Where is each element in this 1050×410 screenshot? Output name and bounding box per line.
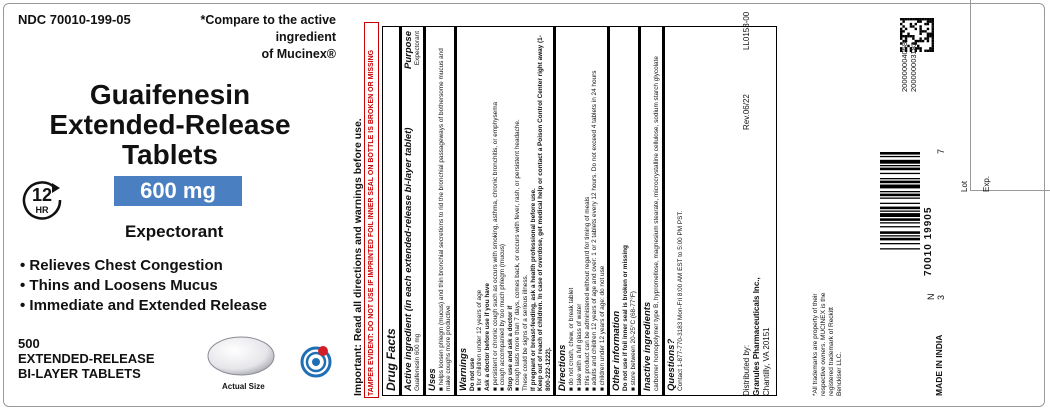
- lot-label: Lot: [960, 180, 969, 192]
- datamatrix-cell: [917, 20, 919, 22]
- datamatrix-cell: [912, 18, 914, 20]
- trademark-line: respective owners. MUCINEX is the: [820, 292, 827, 396]
- ask-doctor-heading: Ask a doctor before use if you have: [483, 283, 491, 391]
- barcode-bar: [880, 178, 920, 179]
- datamatrix-cell: [922, 18, 924, 20]
- barcode-bar: [880, 168, 920, 171]
- datamatrix-cell: [919, 50, 921, 52]
- keep-out-warning: Keep out of reach of children. In case of overdose, get medical help or contact a Poison Control Center right away (1-800-222-1222).: [537, 35, 552, 391]
- do-not-use-heading: Do not use: [468, 357, 476, 391]
- other-info-item: ■ store between 20-25°C (68-77°F): [629, 291, 637, 391]
- datamatrix-cell: [929, 50, 931, 52]
- drug-facts-header: [383, 27, 399, 395]
- datamatrix-cell: [910, 35, 912, 37]
- datamatrix-cell: [927, 37, 929, 39]
- datamatrix-cell: [932, 50, 934, 52]
- datamatrix-cell: [902, 25, 904, 27]
- stop-use-item: These could be signs of a serious illness.: [521, 274, 529, 391]
- datamatrix-cell: [932, 30, 934, 32]
- barcode-bar: [880, 235, 920, 236]
- datamatrix-cell: [919, 40, 921, 42]
- barcode-prefix: N: [926, 293, 936, 300]
- barcode-bar: [880, 231, 920, 234]
- datamatrix-cell: [912, 37, 914, 39]
- stop-use-item: ■ cough lasts more than 7 days, comes back, or occurs with fever, rash, or persistent headache.: [514, 119, 522, 391]
- datamatrix-cell: [927, 20, 929, 22]
- count-line: EXTENDED-RELEASE: [18, 351, 155, 366]
- barcode-bar: [880, 156, 920, 157]
- inactive-text: carbomer homopolymer type B, hypromellose, magnesium stearate, microcrystalline cellulose, sodium starch glycolate: [653, 56, 661, 391]
- made-in-india: MADE IN INDIA: [934, 334, 944, 396]
- datamatrix-cell: [912, 25, 914, 27]
- distributor-block: [742, 277, 772, 396]
- tablet-image: [206, 334, 276, 378]
- do-not-use-item: ■ for children under 12 years of age: [476, 289, 484, 391]
- datamatrix-cell: [932, 23, 934, 25]
- purpose-heading: Purpose: [403, 31, 414, 70]
- benefit-item: • Immediate and Extended Release: [20, 297, 268, 314]
- directions-heading: Directions: [557, 344, 569, 391]
- barcode-bar: [880, 243, 920, 244]
- datamatrix-cell: [919, 25, 921, 27]
- barcode-check-digit: 7: [936, 148, 946, 154]
- active-heading: Active ingredient (in each extended-release bi-layer tablet): [403, 127, 414, 391]
- datamatrix-cell: [932, 28, 934, 30]
- datamatrix-cell: [905, 35, 907, 37]
- datamatrix-cell: [919, 37, 921, 39]
- tamper-warning: TAMPER EVIDENT: DO NOT USE IF IMPRINTED FOIL INNER SEAL ON BOTTLE IS BROKEN OR MISSING: [368, 49, 375, 396]
- datamatrix-cell: [902, 20, 904, 22]
- warnings-heading: Warnings: [457, 347, 469, 391]
- datamatrix-cell: [919, 33, 921, 35]
- barcode-bar: [880, 173, 920, 174]
- barcode-bar: [880, 207, 920, 210]
- datamatrix-cell: [900, 33, 902, 35]
- other-info-item: Do not use if foil inner seal is broken or missing: [622, 245, 630, 391]
- ask-doctor-item: ■ cough accompanied by too much phlegm (mucus): [499, 243, 507, 391]
- datamatrix-cell: [905, 28, 907, 30]
- other-info-heading: Other information: [611, 310, 623, 391]
- questions-section: [662, 27, 686, 395]
- exp-label: Exp.: [982, 175, 991, 192]
- datamatrix-cell: [929, 47, 931, 49]
- barcode-bar: [880, 198, 920, 199]
- direction-item: ■ children under 12 years of age: do not use: [598, 265, 606, 391]
- barcode-digits: 70010 19905: [923, 206, 934, 276]
- datamatrix-cell: [927, 50, 929, 52]
- datamatrix-cell: [910, 25, 912, 27]
- revision-date: Rev.06/22: [742, 94, 751, 130]
- direction-item: ■ this product can be administered without regard for timing of meals: [583, 196, 591, 391]
- stop-use-heading: Stop use and ask a doctor if: [506, 305, 514, 391]
- actual-size-caption: Actual Size: [222, 382, 265, 391]
- datamatrix-cell: [900, 30, 902, 32]
- datamatrix-cell: [927, 35, 929, 37]
- compare-line: of Mucinex®: [261, 47, 336, 61]
- datamatrix-cell: [932, 33, 934, 35]
- datamatrix-cell: [910, 18, 912, 20]
- datamatrix-cell: [929, 20, 931, 22]
- uses-heading: Uses: [426, 368, 438, 391]
- datamatrix-cell: [932, 25, 934, 27]
- datamatrix-cell: [927, 23, 929, 25]
- upc-barcode: [880, 150, 920, 286]
- hours-unit: HR: [35, 205, 49, 215]
- barcode-bar: [880, 222, 920, 223]
- distributor-line: Distributed by:: [742, 344, 751, 396]
- compare-line: *Compare to the active ingredient: [200, 13, 336, 44]
- datamatrix-cell: [932, 35, 934, 37]
- direction-item: ■ adults and children 12 years of age and over: 1 or 2 tablets every 12 hours. Do not exceed 4 tablets in 24 hours: [591, 70, 599, 391]
- datamatrix-cell: [910, 23, 912, 25]
- barcode-bar: [880, 185, 920, 189]
- datamatrix-cell: [907, 18, 909, 20]
- datamatrix-cell: [924, 23, 926, 25]
- datamatrix-cell: [932, 37, 934, 39]
- active-heading-row: [403, 31, 414, 391]
- barcode-bar: [880, 181, 920, 184]
- datamatrix-numbers: [900, 42, 918, 92]
- datamatrix-cell: [902, 35, 904, 37]
- datamatrix-cell: [919, 20, 921, 22]
- datamatrix-cell: [924, 18, 926, 20]
- datamatrix-cell: [900, 23, 902, 25]
- datamatrix-cell: [905, 18, 907, 20]
- datamatrix-cell: [919, 47, 921, 49]
- datamatrix-cell: [932, 20, 934, 22]
- datamatrix-cell: [929, 35, 931, 37]
- datamatrix-cell: [907, 33, 909, 35]
- datamatrix-cell: [932, 18, 934, 20]
- trademark-notice: [812, 293, 844, 396]
- datamatrix-cell: [900, 35, 902, 37]
- datamatrix-cell: [902, 18, 904, 20]
- strength-badge: 600 mg: [114, 176, 242, 206]
- category-label: Expectorant: [125, 222, 224, 241]
- uses-section: [423, 27, 454, 395]
- barcode-lead-digit: 3: [936, 294, 946, 300]
- front-panel: [0, 0, 340, 410]
- drug-facts-box: [382, 26, 777, 396]
- questions-text: Contact 1-877-770-3183 Mon-Fri 8:00 AM EST to 5:00 PM PST.: [677, 210, 685, 391]
- active-item-row: [414, 31, 422, 391]
- benefit-item: • Relieves Chest Congestion: [20, 257, 223, 274]
- datamatrix-cell: [932, 42, 934, 44]
- datamatrix-cell: [922, 40, 924, 42]
- datamatrix-cell: [932, 40, 934, 42]
- datamatrix-cell: [900, 28, 902, 30]
- barcode-bar: [880, 213, 920, 217]
- datamatrix-cell: [924, 50, 926, 52]
- count-number: 500: [18, 336, 40, 351]
- barcode-bar: [880, 165, 920, 166]
- distributor-name: Granules Pharmaceuticals Inc.,: [752, 277, 761, 396]
- barcode-bar: [880, 211, 920, 212]
- barcode-bar: [880, 194, 920, 197]
- barcode-bar: [880, 152, 920, 155]
- datamatrix-cell: [919, 30, 921, 32]
- warnings-section: [454, 27, 554, 395]
- datamatrix-cell: [900, 37, 902, 39]
- datamatrix-cell: [905, 37, 907, 39]
- active-item: Guaifenesin 600 mg: [414, 333, 421, 391]
- inactive-section: [638, 27, 662, 395]
- datamatrix-cell: [922, 30, 924, 32]
- hours-number: 12: [31, 185, 53, 205]
- datamatrix-cell: [932, 47, 934, 49]
- title-line: Extended-Release: [49, 109, 291, 140]
- datamatrix-cell: [929, 33, 931, 35]
- active-ingredient-section: [399, 27, 423, 395]
- datamatrix-line: 200000003182: [909, 41, 918, 92]
- direction-item: ■ do not crush, chew, or break tablet: [568, 287, 576, 391]
- count-line: BI-LAYER TABLETS: [18, 366, 141, 381]
- granules-logo-icon: [298, 342, 334, 378]
- title-line: Tablets: [122, 139, 218, 170]
- trademark-line: registered trademark of Reckitt: [828, 307, 835, 396]
- directions-section: [553, 27, 607, 395]
- benefit-item: • Thins and Loosens Mucus: [20, 277, 218, 294]
- label-code: LL0153-00: [742, 11, 751, 50]
- benefit-list: [20, 256, 267, 316]
- datamatrix-cell: [927, 28, 929, 30]
- barcode-bar: [880, 226, 920, 227]
- datamatrix-cell: [900, 18, 902, 20]
- datamatrix-cell: [927, 33, 929, 35]
- ask-doctor-item: ■ persistent or chronic cough such as occurs with smoking, asthma, chronic bronchitis, or emphysema: [491, 101, 499, 391]
- datamatrix-cell: [924, 30, 926, 32]
- important-notice: Important: Read all directions and warnings before use.: [352, 118, 364, 396]
- datamatrix-cell: [915, 18, 917, 20]
- datamatrix-cell: [917, 18, 919, 20]
- barcode-bar: [880, 218, 920, 221]
- barcode-bar: [880, 160, 920, 164]
- datamatrix-cell: [912, 35, 914, 37]
- datamatrix-cell: [907, 35, 909, 37]
- pregnant-warning: If pregnant or breast-feeding, ask a health professional before use.: [529, 188, 537, 391]
- barcode-bar: [880, 203, 920, 204]
- datamatrix-cell: [915, 28, 917, 30]
- tablet-count: [18, 336, 155, 381]
- uses-text: ■ helps loosen phlegm (mucus) and thin bronchial secretions to rid the bronchial passageways of bothersome mucus and make coughs more productive: [437, 48, 453, 391]
- distributor-line: Chantilly, VA 20151: [762, 327, 771, 396]
- drug-facts-title: Drug Facts: [384, 328, 398, 391]
- datamatrix-line: 200000004058: [900, 41, 909, 92]
- product-title: [30, 80, 310, 170]
- datamatrix-cell: [932, 45, 934, 47]
- barcode-bar: [880, 238, 920, 241]
- compare-statement: [156, 12, 336, 63]
- datamatrix-cell: [915, 23, 917, 25]
- title-line: Guaifenesin: [89, 79, 251, 110]
- datamatrix-cell: [929, 18, 931, 20]
- other-info-section: [607, 27, 638, 395]
- trademark-line: *All trademarks are property of their: [812, 293, 819, 396]
- direction-item: ■ take with a full glass of water: [575, 303, 583, 391]
- inactive-heading: Inactive ingredients: [642, 301, 654, 391]
- twelve-hour-icon: [22, 180, 66, 226]
- ndc-number: NDC 70010-199-05: [18, 12, 131, 27]
- datamatrix-cell: [924, 37, 926, 39]
- barcode-bar: [880, 191, 920, 192]
- cut-line: [970, 0, 971, 190]
- trademark-line: Benckiser LLC.: [836, 351, 843, 396]
- datamatrix-cell: [927, 18, 929, 20]
- active-purpose: Expectorant: [414, 31, 421, 66]
- datamatrix-cell: [919, 18, 921, 20]
- datamatrix-cell: [927, 40, 929, 42]
- barcode-bar: [880, 248, 920, 249]
- datamatrix-cell: [919, 28, 921, 30]
- questions-heading: Questions?: [666, 338, 678, 391]
- datamatrix-cell: [902, 30, 904, 32]
